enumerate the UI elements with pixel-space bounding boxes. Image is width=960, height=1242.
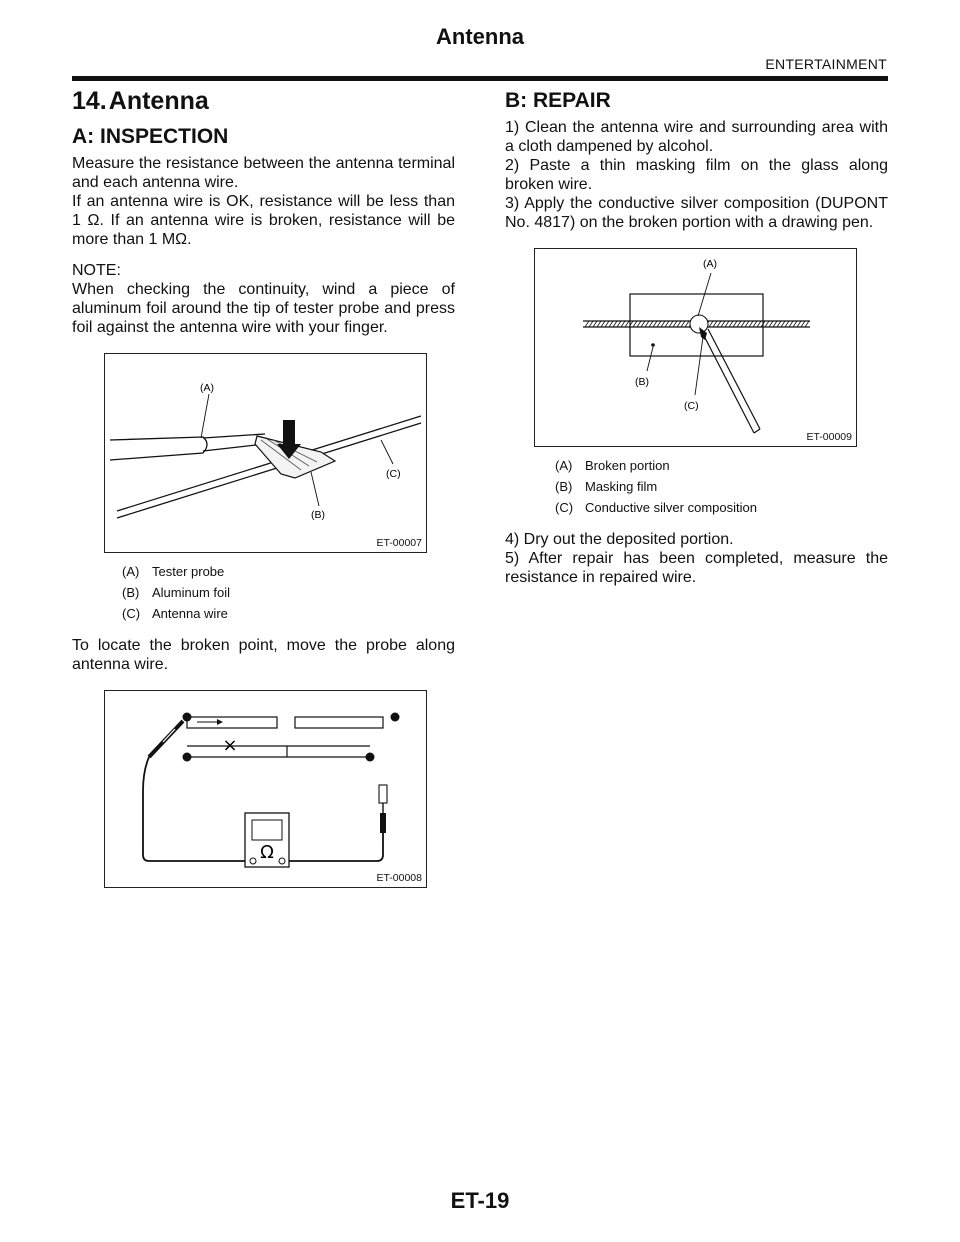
figure-legend — [122, 561, 455, 624]
hatch-stroke — [601, 321, 605, 327]
fig1-callout-b: (B) — [311, 509, 325, 521]
legend-row: (C) Antenna wire — [122, 606, 228, 621]
repair-step-5: 5) After repair has been completed, measure the resistance in repaired wire. — [505, 550, 888, 586]
hatch-stroke — [609, 321, 613, 327]
legend-row: (A) Tester probe — [122, 564, 225, 579]
hatch-stroke — [793, 321, 797, 327]
hatch-stroke — [605, 321, 609, 327]
hatch-stroke — [785, 321, 789, 327]
hatch-stroke — [773, 321, 777, 327]
left-column — [72, 86, 455, 888]
fig1-callout-c: (C) — [386, 468, 401, 480]
repair-illustration — [535, 249, 856, 446]
fig1-callout-a: (A) — [200, 382, 214, 394]
page-title: Antenna — [436, 24, 524, 49]
hatch-stroke — [797, 321, 801, 327]
legend-row: (B) Aluminum foil — [122, 585, 231, 600]
note-text: When checking the continuity, wind a piece of aluminum foil around the tip of tester probe and press foil against the antenna wire with your finger. — [72, 281, 455, 336]
repair-step-4: 4) Dry out the deposited portion. — [505, 531, 734, 548]
paragraph-resistance: If an antenna wire is OK, resistance will be less than 1 Ω. If an antenna wire is broken, resistance will be more than 1 MΩ. — [72, 193, 455, 248]
figure-tester-probe — [104, 353, 427, 553]
hatch-stroke — [805, 321, 809, 327]
section-name: ENTERTAINMENT — [765, 56, 887, 72]
fig3-callout-a: (A) — [703, 258, 717, 270]
right-column — [505, 86, 888, 587]
figure-id: ET-00008 — [376, 872, 422, 884]
paragraph-locate: To locate the broken point, move the probe along antenna wire. — [72, 637, 455, 673]
subheading-repair: B: REPAIR — [505, 89, 611, 112]
note-label: NOTE: — [72, 262, 121, 279]
hatch-stroke — [593, 321, 597, 327]
hatch-stroke — [613, 321, 617, 327]
repair-step-2: 2) Paste a thin masking film on the glass along broken wire. — [505, 157, 888, 193]
figure-legend — [555, 455, 888, 518]
legend-row: (A) Broken portion — [555, 458, 670, 473]
figure-id: ET-00007 — [376, 537, 422, 549]
section-number: 14. — [72, 87, 107, 115]
hatch-stroke — [621, 321, 625, 327]
hatch-stroke — [625, 321, 629, 327]
section-heading-text: Antenna — [108, 87, 209, 115]
legend-row: (C) Conductive silver composition — [555, 500, 757, 515]
subheading-inspection: A: INSPECTION — [72, 125, 229, 148]
hatch-stroke — [597, 321, 601, 327]
fig3-callout-c: (C) — [684, 400, 699, 412]
figure-continuity-check — [104, 690, 427, 888]
probe-illustration — [105, 354, 426, 552]
hatch-stroke — [765, 321, 769, 327]
hatch-stroke — [589, 321, 593, 327]
legend-row: (B) Masking film — [555, 479, 658, 494]
hatch-stroke — [801, 321, 805, 327]
fig3-callout-b: (B) — [635, 376, 649, 388]
section-heading — [72, 86, 455, 116]
figure-id: ET-00009 — [806, 431, 852, 443]
header-rule — [72, 76, 888, 81]
hatch-stroke — [769, 321, 773, 327]
figure-repair — [534, 248, 857, 447]
hatch-stroke — [617, 321, 621, 327]
page-number: ET-19 — [450, 1188, 510, 1213]
hatch-stroke — [585, 321, 589, 327]
paragraph-measure: Measure the resistance between the antenna terminal and each antenna wire. — [72, 155, 455, 191]
hatch-stroke — [781, 321, 785, 327]
ohmmeter-illustration — [105, 691, 426, 887]
hatch-stroke — [789, 321, 793, 327]
broken-point-mark: × — [222, 735, 238, 756]
ohm-symbol: Ω — [260, 842, 274, 863]
hatch-stroke — [777, 321, 781, 327]
repair-step-1: 1) Clean the antenna wire and surrounding area with a cloth dampened by alcohol. — [505, 119, 888, 155]
repair-step-3: 3) Apply the conductive silver composition (DUPONT No. 4817) on the broken portion with a drawing pen. — [505, 195, 888, 231]
